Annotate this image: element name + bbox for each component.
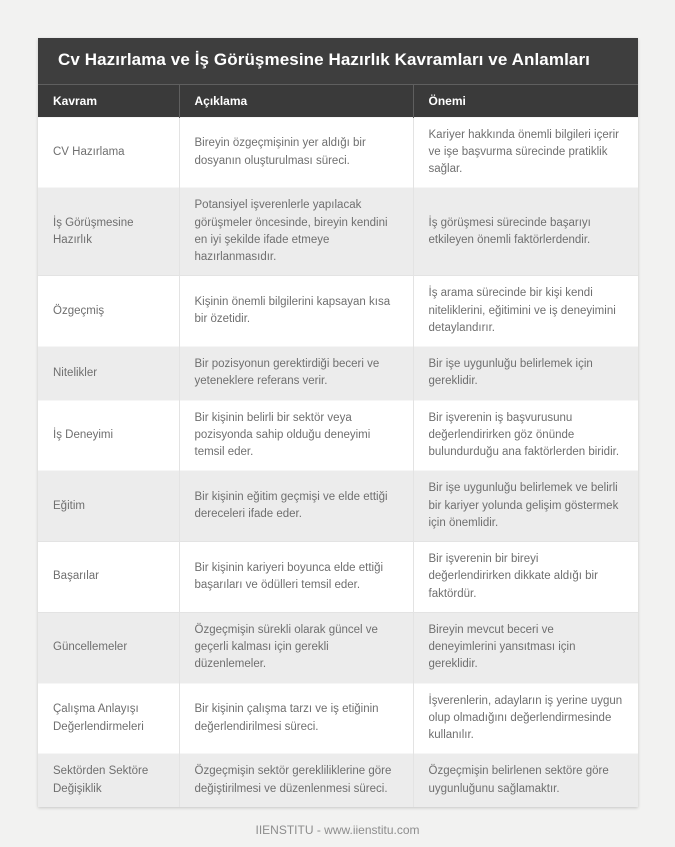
cell-onemi: İşverenlerin, adayların iş yerine uygun olup olmadığını değerlendirmesinde kullanılır.	[413, 683, 638, 754]
cell-aciklama: Bir kişinin kariyeri boyunca elde ettiği başarıları ve ödülleri temsil eder.	[179, 542, 413, 613]
cell-aciklama: Potansiyel işverenlerle yapılacak görüşmeler öncesinde, bireyin kendini en iyi şekilde ifade etmeye hazırlanmasıdır.	[179, 188, 413, 276]
table-header	[38, 84, 638, 117]
table-row	[38, 347, 638, 401]
cell-aciklama: Bir pozisyonun gerektirdiği beceri ve yeteneklere referans verir.	[179, 347, 413, 401]
cell-kavram: İş Görüşmesine Hazırlık	[38, 188, 179, 276]
page-title: Cv Hazırlama ve İş Görüşmesine Hazırlık Kavramları ve Anlamları	[38, 38, 638, 84]
cell-kavram: Çalışma Anlayışı Değerlendirmeleri	[38, 683, 179, 754]
table-row	[38, 400, 638, 471]
table-row	[38, 754, 638, 807]
concept-table-card	[38, 38, 638, 807]
table-row	[38, 542, 638, 613]
table-body	[38, 117, 638, 807]
cell-kavram: Başarılar	[38, 542, 179, 613]
table-row	[38, 117, 638, 188]
cell-onemi: Özgeçmişin belirlenen sektöre göre uygunluğunu sağlamaktır.	[413, 754, 638, 807]
table-row	[38, 276, 638, 347]
cell-onemi: İş görüşmesi sürecinde başarıyı etkileyen önemli faktörlerdendir.	[413, 188, 638, 276]
cell-aciklama: Bir kişinin belirli bir sektör veya pozisyonda sahip olduğu deneyimi temsil eder.	[179, 400, 413, 471]
cell-onemi: Kariyer hakkında önemli bilgileri içerir ve işe başvurma sürecinde pratiklik sağlar.	[413, 117, 638, 188]
cell-kavram: Güncellemeler	[38, 612, 179, 683]
footer-credit: IIENSTITU - www.iienstitu.com	[255, 822, 420, 837]
cell-aciklama: Özgeçmişin sektör gerekliliklerine göre değiştirilmesi ve düzenlenmesi süreci.	[179, 754, 413, 807]
cell-aciklama: Kişinin önemli bilgilerini kapsayan kısa bir özetidir.	[179, 276, 413, 347]
table-row	[38, 471, 638, 542]
header-row	[38, 84, 638, 117]
cell-aciklama: Bireyin özgeçmişinin yer aldığı bir dosyanın oluşturulması süreci.	[179, 117, 413, 188]
cell-kavram: Sektörden Sektöre Değişiklik	[38, 754, 179, 807]
table-row	[38, 683, 638, 754]
concepts-table	[38, 84, 638, 807]
cell-onemi: İş arama sürecinde bir kişi kendi niteliklerini, eğitimini ve iş deneyimini detaylandırır.	[413, 276, 638, 347]
cell-kavram: Özgeçmiş	[38, 276, 179, 347]
table-row	[38, 612, 638, 683]
cell-kavram: Eğitim	[38, 471, 179, 542]
table-row	[38, 188, 638, 276]
column-header-aciklama: Açıklama	[179, 84, 413, 117]
cell-onemi: Bir işe uygunluğu belirlemek için gereklidir.	[413, 347, 638, 401]
cell-onemi: Bir işverenin bir bireyi değerlendirirken dikkate aldığı bir faktördür.	[413, 542, 638, 613]
cell-aciklama: Özgeçmişin sürekli olarak güncel ve geçerli kalması için gerekli düzenlemeler.	[179, 612, 413, 683]
cell-aciklama: Bir kişinin çalışma tarzı ve iş etiğinin değerlendirilmesi süreci.	[179, 683, 413, 754]
column-header-onemi: Önemi	[413, 84, 638, 117]
cell-kavram: CV Hazırlama	[38, 117, 179, 188]
cell-onemi: Bir işe uygunluğu belirlemek ve belirli bir kariyer yolunda gelişim göstermek için önemlidir.	[413, 471, 638, 542]
cell-onemi: Bireyin mevcut beceri ve deneyimlerini yansıtması için gereklidir.	[413, 612, 638, 683]
cell-onemi: Bir işverenin iş başvurusunu değerlendirirken göz önünde bulundurduğu ana faktörlerden biridir.	[413, 400, 638, 471]
cell-aciklama: Bir kişinin eğitim geçmişi ve elde ettiği dereceleri ifade eder.	[179, 471, 413, 542]
column-header-kavram: Kavram	[38, 84, 179, 117]
cell-kavram: İş Deneyimi	[38, 400, 179, 471]
page-background	[0, 38, 675, 847]
cell-kavram: Nitelikler	[38, 347, 179, 401]
